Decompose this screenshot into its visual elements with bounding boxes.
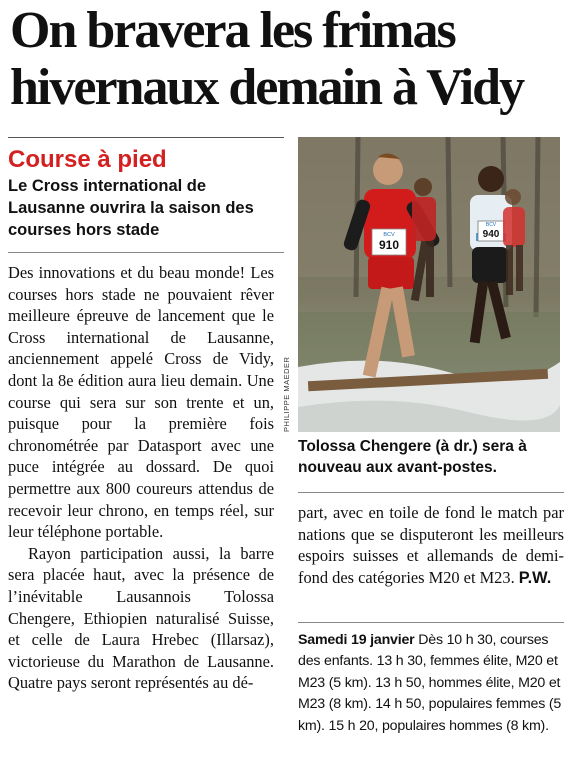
headline <box>10 2 566 116</box>
race-photo <box>298 137 560 432</box>
article-deck: Le Cross international de Lausanne ouvrira la saison des courses hors stade <box>8 177 254 239</box>
deck-rule <box>8 252 284 253</box>
author-signature: P.W. <box>518 568 552 587</box>
bib-right-number: 940 <box>482 229 500 240</box>
runners-photo-illustration <box>298 137 560 432</box>
body-column-2 <box>298 502 564 589</box>
schedule-day: Samedi 19 janvier <box>298 632 415 648</box>
body-column-1 <box>8 262 274 694</box>
top-rule-left <box>8 137 284 138</box>
photo-caption: Tolossa Chengere (à dr.) sera à nouveau aux avant-postes. <box>298 438 527 476</box>
body-paragraph-1: Des innovations et du beau monde! Les courses hors stade ne pouvaient rêver meilleure épreuve de lancement que le Cross international de Lausanne, anciennement appelé Cross de Vidy, dont la 8e édition aura lieu demain. Une course qui sera sur son trente et un, puisque pour la première fois chronométrée par Datasport avec une puce intégrée au dossard. De quoi permettre aux 800 coureurs attendus de recevoir leur chrono, en temps réel, sur leur téléphone portable. <box>8 263 274 542</box>
info-rule <box>298 622 564 623</box>
headline-line-2: hivernaux demain à Vidy <box>10 59 524 116</box>
photo-credit: PHILIPPE MAEDER <box>282 356 291 432</box>
headline-line-1: On bravera les frimas <box>10 2 455 59</box>
section-rubric: Course à pied <box>8 146 167 173</box>
bib-left-number: 910 <box>378 238 400 252</box>
body-column-2-text: part, avec en toile de fond le match par nations que se disputeront les meilleurs espoirs suisses et allemands de demi-fond des catégories M20 et M23. <box>298 503 564 587</box>
bib-left-sponsor: BCV <box>383 232 395 238</box>
bib-right-sponsor: BCV <box>485 222 497 228</box>
schedule-text: Dès 10 h 30, courses des enfants. 13 h 30, femmes élite, M20 et M23 (5 km). 13 h 50, hommes élite, M20 et M23 (8 km). 14 h 50, populaires femmes (5 km). 15 h 20, populaires hommes (8 km). <box>298 632 562 734</box>
caption-rule <box>298 492 564 493</box>
schedule-info <box>298 630 564 737</box>
body-paragraph-2: Rayon participation aussi, la barre sera placée haut, avec la présence de l’inévitable Lausannois Tolossa Chengere, Ethiopien naturalisé Suisse, et celle de Laura Hrebec (Illarsaz), victorieuse du Marathon de Lausanne. Quatre pays seront représentés au dé- <box>8 543 274 693</box>
